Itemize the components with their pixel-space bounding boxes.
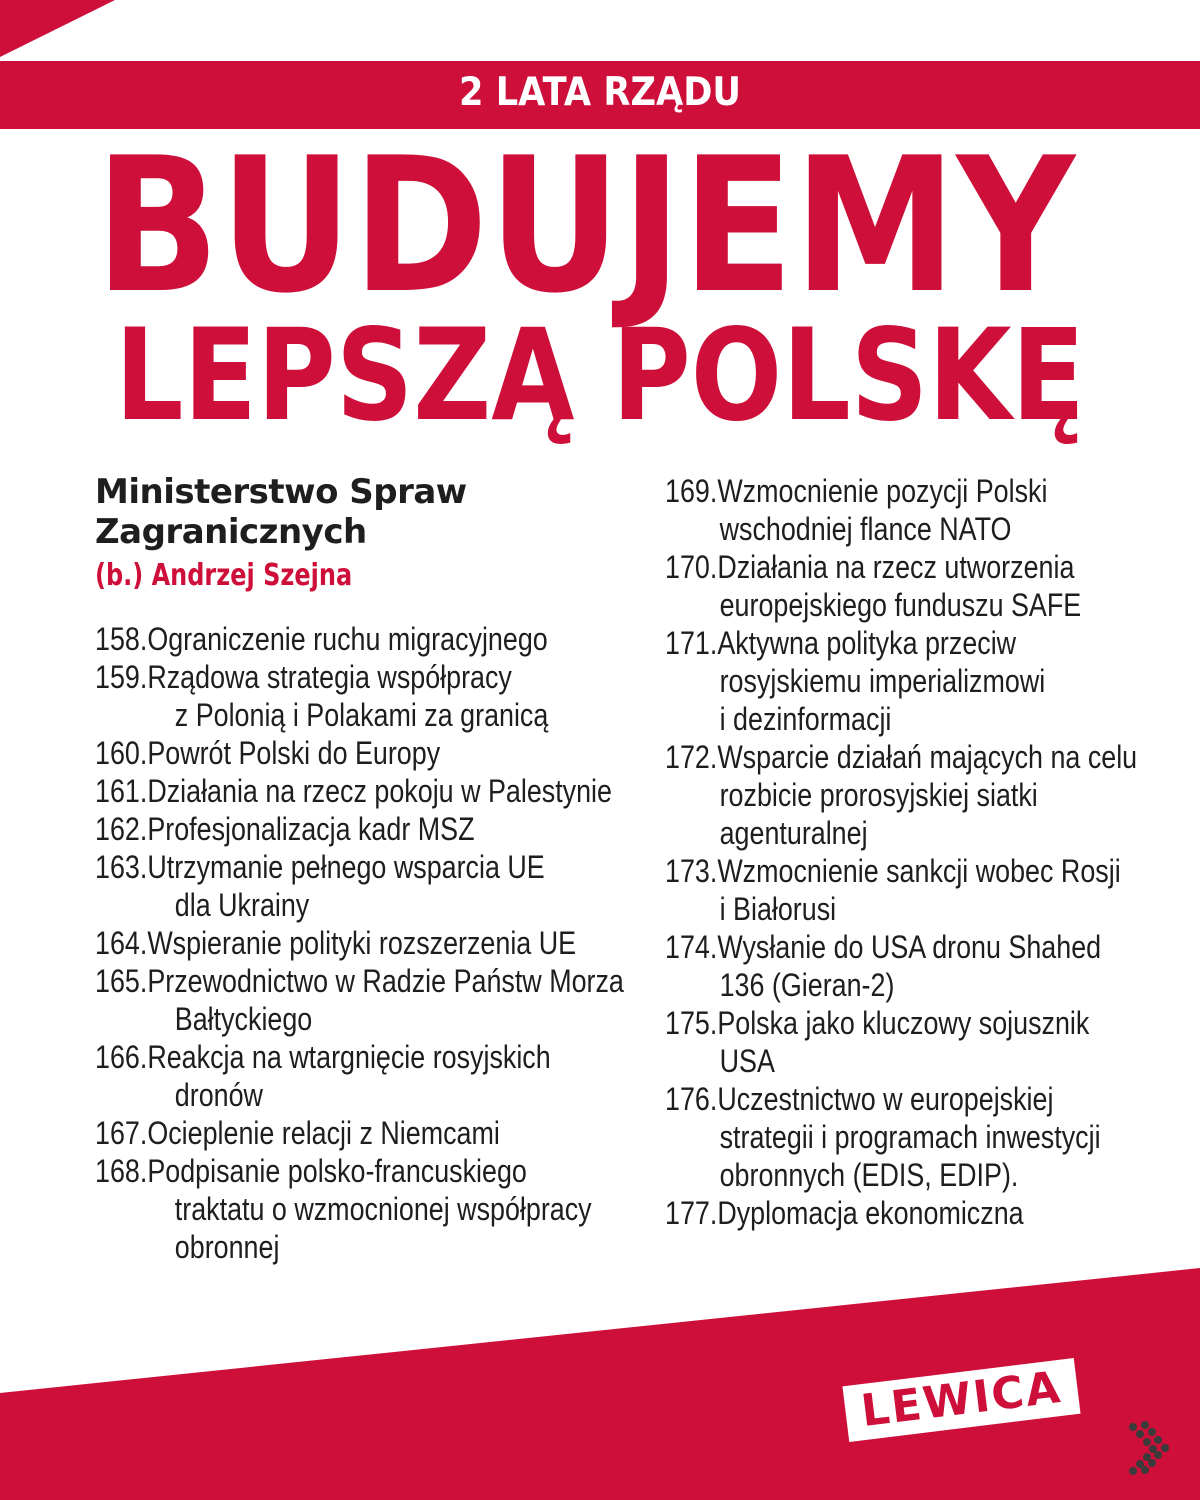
item-text: Działania na rzecz utworzenia: [717, 549, 1075, 585]
list-item: [95, 848, 649, 924]
headline-line2: LEPSZĄ POLSKĘ: [115, 301, 1085, 449]
item-text: Wzmocnienie sankcji wobec Rosji: [717, 853, 1121, 889]
item-number: 170.: [665, 549, 718, 585]
item-text-wrapped: i Białorusi: [719, 891, 837, 927]
lewica-logo-label: LEWICA: [858, 1361, 1065, 1438]
list-item: [95, 1038, 649, 1114]
item-text-wrapped: traktatu o wzmocnionej współpracy: [174, 1191, 592, 1227]
item-text: Ograniczenie ruchu migracyjnego: [147, 621, 548, 657]
minister-name: [95, 558, 416, 593]
item-text: Polska jako kluczowy sojusznik: [717, 1005, 1090, 1041]
item-number: 177.: [665, 1195, 718, 1231]
item-text: Wspieranie polityki rozszerzenia UE: [147, 925, 577, 961]
item-text: Ocieplenie relacji z Niemcami: [147, 1115, 500, 1151]
item-text: Wsparcie działań mających na celu: [717, 739, 1138, 775]
list-item: [665, 1004, 1186, 1080]
item-number: 168.: [95, 1153, 148, 1189]
item-text-wrapped: USA: [719, 1043, 775, 1079]
list-item: [95, 620, 649, 658]
item-text: Rządowa strategia współpracy: [147, 659, 512, 695]
item-text: Działania na rzecz pokoju w Palestynie: [147, 773, 612, 809]
item-text-wrapped: rosyjskiemu imperializmowi: [719, 663, 1046, 699]
minister-name-text: (b.) Andrzej Szejna: [95, 558, 353, 593]
list-item: [95, 734, 649, 772]
item-number: 176.: [665, 1081, 718, 1117]
ministry-heading: [95, 472, 467, 552]
item-text: Reakcja na wtargnięcie rosyjskich: [147, 1039, 551, 1075]
item-number: 172.: [665, 739, 718, 775]
item-number: 160.: [95, 735, 148, 771]
list-item: [95, 658, 649, 734]
item-text-wrapped: rozbicie prorosyjskiej siatki: [719, 777, 1038, 813]
list-column-left: [95, 620, 649, 1266]
item-text: Aktywna polityka przeciw: [717, 625, 1017, 661]
item-text-wrapped: wschodniej flance NATO: [719, 511, 1012, 547]
top-banner-canvas: [0, 61, 1200, 129]
list-item: [95, 1152, 649, 1266]
item-text-wrapped: europejskiego funduszu SAFE: [719, 587, 1082, 623]
headline-line1: BUDUJEMY: [95, 117, 1078, 334]
top-banner: [0, 61, 1200, 129]
item-text-wrapped: obronnej: [174, 1229, 280, 1265]
item-number: 167.: [95, 1115, 148, 1151]
item-text-wrapped: strategii i programach inwestycji: [719, 1119, 1101, 1155]
item-text: Wysłanie do USA dronu Shahed: [717, 929, 1102, 965]
item-number: 166.: [95, 1039, 148, 1075]
item-text-wrapped: agenturalnej: [719, 815, 868, 851]
item-text-wrapped: Bałtyckiego: [174, 1001, 313, 1037]
item-text-wrapped: z Polonią i Polakami za granicą: [174, 697, 549, 733]
item-text: Przewodnictwo w Radzie Państw Morza: [147, 963, 624, 999]
list-item: [665, 928, 1186, 1004]
list-item: [665, 472, 1186, 548]
list-item: [665, 852, 1186, 928]
item-text: Powrót Polski do Europy: [147, 735, 441, 771]
list-item: [665, 1194, 1186, 1232]
item-number: 165.: [95, 963, 148, 999]
item-number: 174.: [665, 929, 718, 965]
item-text: Profesjonalizacja kadr MSZ: [147, 811, 475, 847]
item-number: 163.: [95, 849, 148, 885]
item-text-wrapped: dronów: [174, 1077, 263, 1113]
item-number: 173.: [665, 853, 718, 889]
item-text: Podpisanie polsko-francuskiego: [147, 1153, 527, 1189]
item-text-wrapped: obronnych (EDIS, EDIP).: [719, 1157, 1019, 1193]
item-number: 171.: [665, 625, 718, 661]
list-item: [95, 772, 649, 810]
list-item: [665, 1080, 1186, 1194]
banner-label: 2 LATA RZĄDU: [459, 70, 741, 115]
item-number: 169.: [665, 473, 718, 509]
ministry-heading-line1: Ministerstwo Spraw: [95, 472, 467, 512]
ministry-heading-line2: Zagranicznych: [95, 512, 367, 552]
item-text-wrapped: dla Ukrainy: [174, 887, 310, 923]
item-text: Wzmocnienie pozycji Polski: [717, 473, 1048, 509]
item-text-wrapped: i dezinformacji: [719, 701, 892, 737]
item-number: 159.: [95, 659, 148, 695]
item-number: 162.: [95, 811, 148, 847]
item-text-wrapped: 136 (Gieran-2): [719, 967, 895, 1003]
list-item: [95, 962, 649, 1038]
item-number: 158.: [95, 621, 148, 657]
list-item: [95, 810, 649, 848]
list-item: [665, 738, 1186, 852]
dotted-chevron-right-icon: [1125, 1417, 1175, 1479]
item-text: Utrzymanie pełnego wsparcia UE: [147, 849, 545, 885]
item-number: 164.: [95, 925, 148, 961]
list-item: [95, 924, 649, 962]
item-number: 161.: [95, 773, 148, 809]
item-text: Dyplomacja ekonomiczna: [717, 1195, 1024, 1231]
top-left-triangle-decoration: [0, 0, 115, 57]
list-item: [665, 548, 1186, 624]
item-number: 175.: [665, 1005, 718, 1041]
list-column-right: [665, 472, 1186, 1232]
item-text: Uczestnictwo w europejskiej: [717, 1081, 1054, 1117]
list-item: [95, 1114, 649, 1152]
list-item: [665, 624, 1186, 738]
